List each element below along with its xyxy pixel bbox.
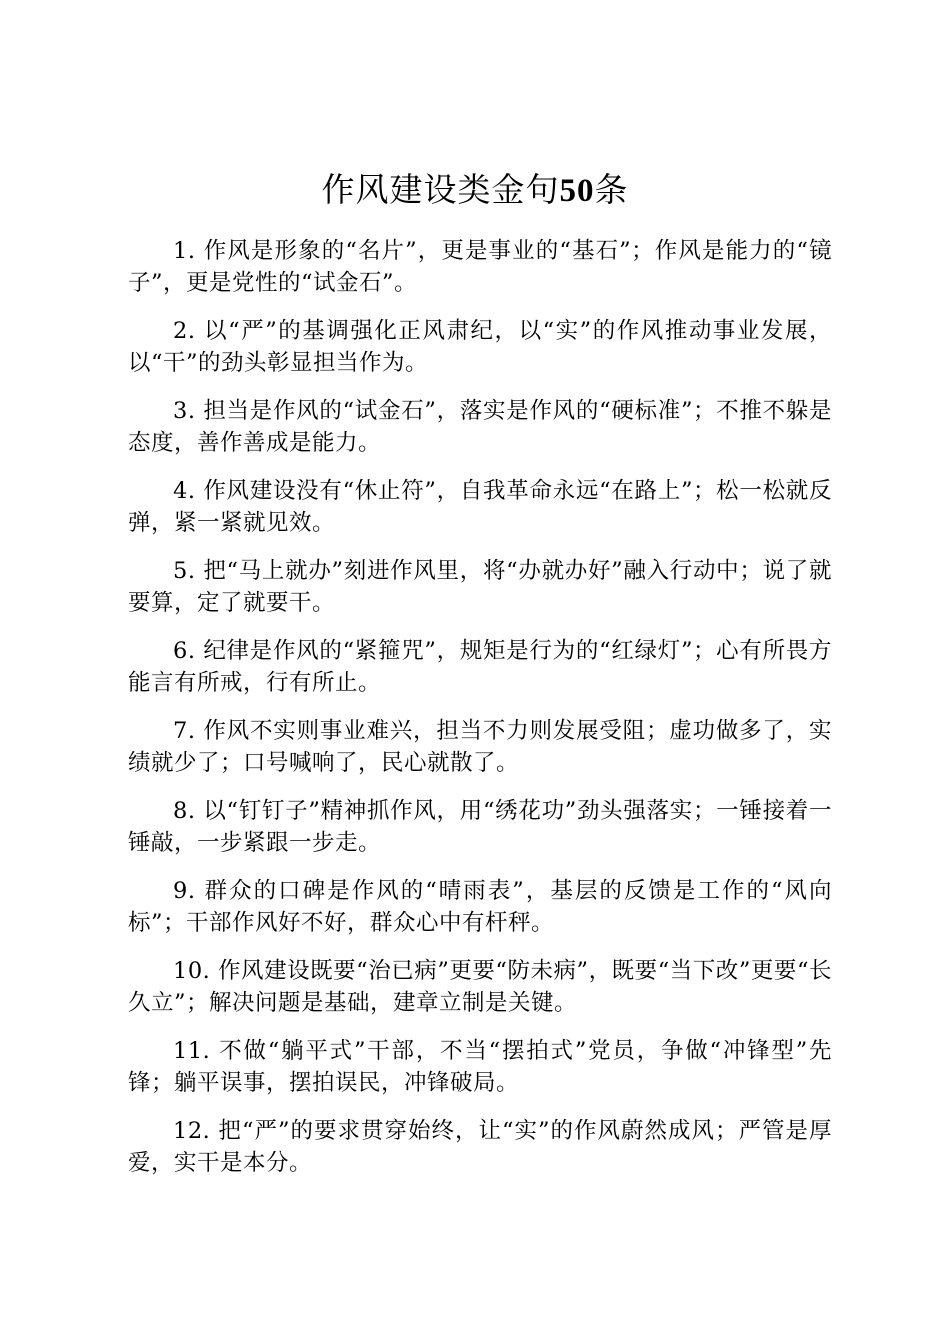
quote-item-6: 6. 纪律是作风的“紧箍咒”，规矩是行为的“红绿灯”；心有所畏方能言有所戒，行有所止。 xyxy=(128,638,832,696)
quote-list xyxy=(128,235,832,1195)
quote-item-5: 5. 把“马上就办”刻进作风里，将“办就办好”融入行动中；说了就要算，定了就要干。 xyxy=(128,558,832,616)
quote-item-11: 11. 不做“躺平式”干部，不当“摆拍式”党员，争做“冲锋型”先锋；躺平误事，摆拍误民，冲锋破局。 xyxy=(128,1038,832,1096)
title-text: 作风建设类金句 xyxy=(321,170,560,209)
quote-item-3: 3. 担当是作风的“试金石”，落实是作风的“硬标准”；不推不躲是态度，善作善成是能力。 xyxy=(128,398,832,456)
quote-item-8: 8. 以“钉钉子”精神抓作风，用“绣花功”劲头强落实；一锤接着一锤敲，一步紧跟一步走。 xyxy=(128,798,832,856)
quote-item-1: 1. 作风是形象的“名片”，更是事业的“基石”；作风是能力的“镜子”，更是党性的“试金石”。 xyxy=(128,238,832,296)
document-title xyxy=(0,168,950,213)
quote-item-4: 4. 作风建设没有“休止符”，自我革命永远“在路上”；松一松就反弹，紧一紧就见效。 xyxy=(128,478,832,536)
quote-item-9: 9. 群众的口碑是作风的“晴雨表”，基层的反馈是工作的“风向标”；干部作风好不好，群众心中有杆秤。 xyxy=(128,878,832,936)
quote-item-10: 10. 作风建设既要“治已病”更要“防未病”，既要“当下改”更要“长久立”；解决问题是基础，建章立制是关键。 xyxy=(128,958,832,1016)
quote-item-2: 2. 以“严”的基调强化正风肃纪，以“实”的作风推动事业发展，以“干”的劲头彰显担当作为。 xyxy=(128,318,832,376)
quote-item-7: 7. 作风不实则事业难兴，担当不力则发展受阻；虚功做多了，实绩就少了；口号喊响了，民心就散了。 xyxy=(128,718,832,776)
title-number: 50 xyxy=(559,173,595,209)
title-suffix: 条 xyxy=(594,170,629,209)
quote-item-12: 12. 把“严”的要求贯穿始终，让“实”的作风蔚然成风；严管是厚爱，实干是本分。 xyxy=(128,1118,832,1176)
